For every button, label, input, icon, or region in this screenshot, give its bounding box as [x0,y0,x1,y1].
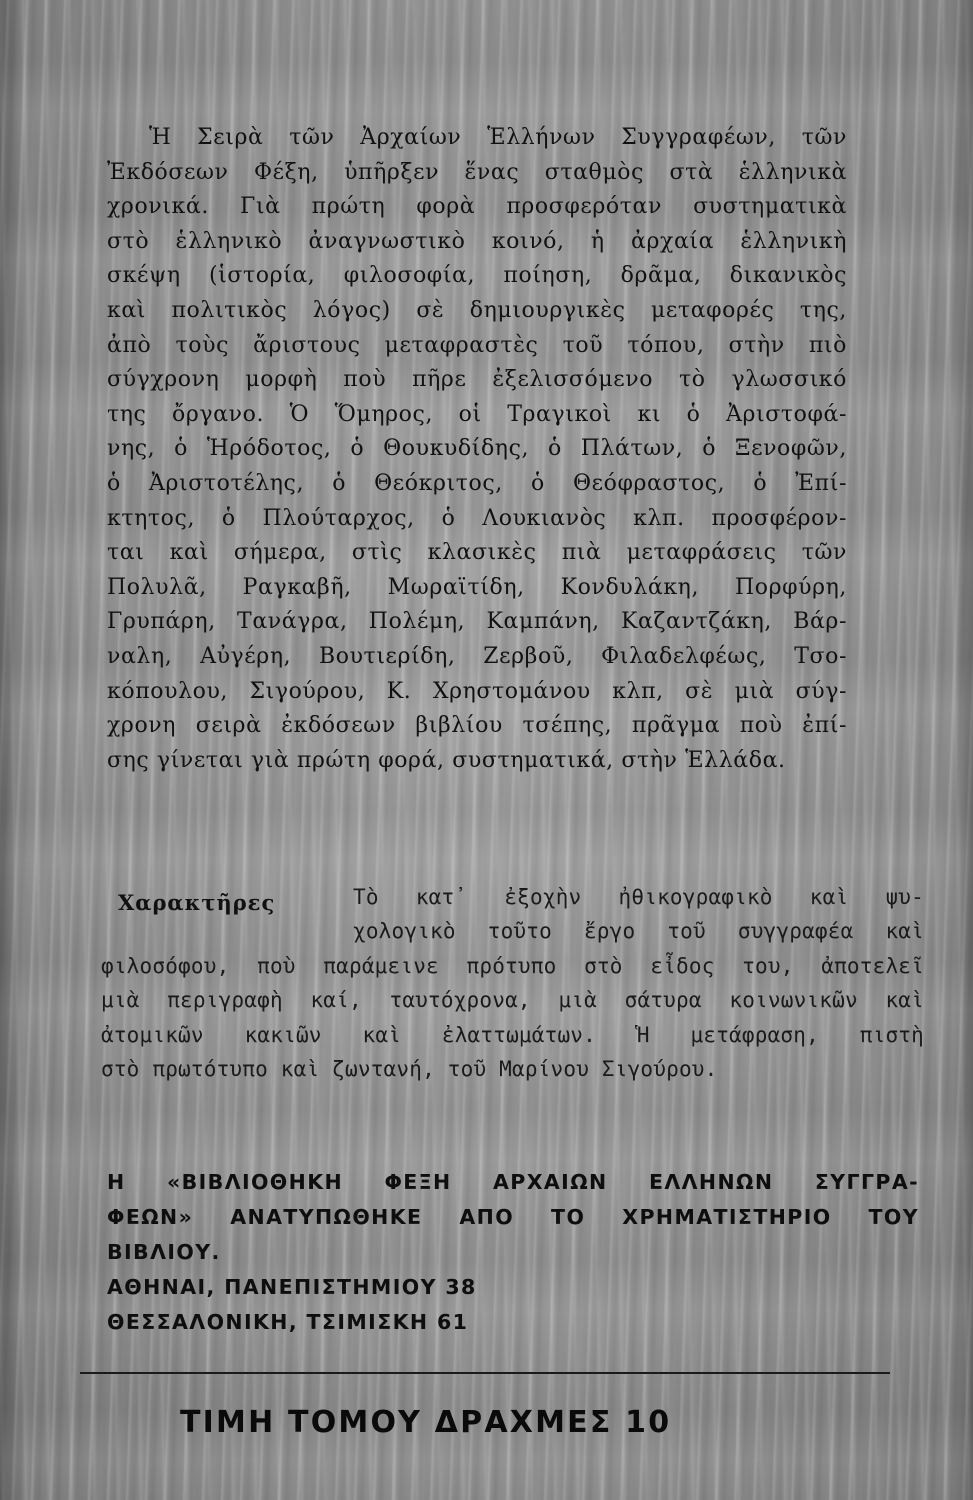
intro-line: σκέψη (ἱστορία, φιλοσοφία, ποίηση, δρᾶμα, δικανικὸς [107,263,847,289]
intro-line: νης, ὁ Ἡρόδοτος, ὁ Θουκυδίδης, ὁ Πλάτων, ὁ Ξενοφῶν, [107,436,847,462]
intro-line: Ἐκδόσεων Φέξη, ὑπῆρξεν ἕνας σταθμὸς στὰ ἑλληνικὰ [107,159,847,185]
description-line: μιὰ περιγραφὴ καί, ταυτόχρονα, μιὰ σάτυρα κοινωνικῶν καὶ [101,988,924,1013]
intro-line: ἀπὸ τοὺς ἄριστους μεταφραστὲς τοῦ τόπου, στὴν πιὸ [107,332,847,358]
intro-line: ναλη, Αὐγέρη, Βουτιερίδη, Ζερβοῦ, Φιλαδελφέως, Τσο- [107,643,847,669]
intro-line: Γρυπάρη, Τανάγρα, Πολέμη, Καμπάνη, Καζαντζάκη, Βάρ- [107,609,847,635]
intro-line: καὶ πολιτικὸς λόγος) σὲ δημιουργικὲς μεταφορές της, [107,297,847,323]
publisher-notice [107,1165,919,1340]
description-line: φιλοσόφου, ποὺ παράμεινε πρότυπο στὸ εἶδος του, ἀποτελεῖ [101,953,924,978]
description-line: στὸ πρωτότυπο καὶ ζωντανή, τοῦ Μαρίνου Σιγούρου. [101,1057,718,1082]
book-description-paragraph [101,880,924,1086]
series-intro-paragraph [107,121,847,778]
intro-line: κόπουλου, Σιγούρου, Κ. Χρηστομάνου κλπ, σὲ μιὰ σύγ- [107,678,847,704]
description-line: Τὸ κατ᾽ ἐξοχὴν ἠθικογραφικὸ καὶ ψυ- [353,885,924,909]
intro-line: Ἡ Σειρὰ τῶν Ἀρχαίων Ἑλλήνων Συγγραφέων, τῶν [149,125,847,150]
description-line: ἀτομικῶν κακιῶν καὶ ἐλαττωμάτων. Ἡ μετάφραση, πιστὴ [101,1022,924,1047]
description-line: χολογικὸ τοῦτο ἔργο τοῦ συγγραφέα καὶ [353,919,924,944]
publisher-line: Η «ΒΙΒΛΙΟΘΗΚΗ ΦΕΞΗ ΑΡΧΑΙΩΝ ΕΛΛΗΝΩΝ ΣΥΓΓΡΑ- [107,1170,919,1194]
intro-line: της ὄργανο. Ὁ Ὅμηρος, οἱ Τραγικοὶ κι ὁ Ἀριστοφά- [107,401,847,427]
publisher-address-line: ΘΕΣΣΑΛΟΝΙΚΗ, ΤΣΙΜΙΣΚΗ 61 [107,1310,469,1334]
intro-line: σης γίνεται γιὰ πρώτη φορά, συστηματικά, στὴν Ἑλλάδα. [107,747,786,773]
publisher-line: ΦΕΩΝ» ΑΝΑΤΥΠΩΘΗΚΕ ΑΠΟ ΤΟ ΧΡΗΜΑΤΙΣΤΗΡΙΟ ΤΟΥ [107,1205,919,1229]
intro-line: ὁ Ἀριστοτέλης, ὁ Θεόκριτος, ὁ Θεόφραστος, ὁ Ἐπί- [107,470,847,496]
price-label: ΤΙΜΗ ΤΟΜΟΥ ΔΡΑΧΜΕΣ 10 [180,1405,672,1440]
intro-line: χρονη σειρὰ ἐκδόσεων βιβλίου τσέπης, πρᾶγμα ποὺ ἐπί- [107,713,847,739]
intro-line: σύγχρονη μορφὴ ποὺ πῆρε ἐξελισσόμενο τὸ γλωσσικό [107,367,847,393]
page-edge-shadow-left [0,0,24,1500]
intro-line: στὸ ἑλληνικὸ ἀναγνωστικὸ κοινό, ἡ ἀρχαία ἑλληνικὴ [107,228,847,254]
intro-line: ται καὶ σήμερα, στὶς κλασικὲς πιὰ μεταφράσεις τῶν [107,540,847,566]
intro-line: Πολυλᾶ, Ραγκαβῆ, Μωραϊτίδη, Κονδυλάκη, Πορφύρη, [107,574,847,600]
book-title-label: Χαρακτῆρες [118,890,276,915]
horizontal-divider [80,1372,890,1374]
publisher-address-line: ΑΘΗΝΑΙ, ΠΑΝΕΠΙΣΤΗΜΙΟΥ 38 [107,1275,477,1299]
publisher-line: ΒΙΒΛΙΟΥ. [107,1240,221,1264]
intro-line: χρονικά. Γιὰ πρώτη φορὰ προσφερόταν συστηματικὰ [107,194,847,220]
page-edge-shadow-right [953,0,973,1500]
intro-line: κτητος, ὁ Πλούταρχος, ὁ Λουκιανὸς κλπ. προσφέρον- [107,505,847,531]
